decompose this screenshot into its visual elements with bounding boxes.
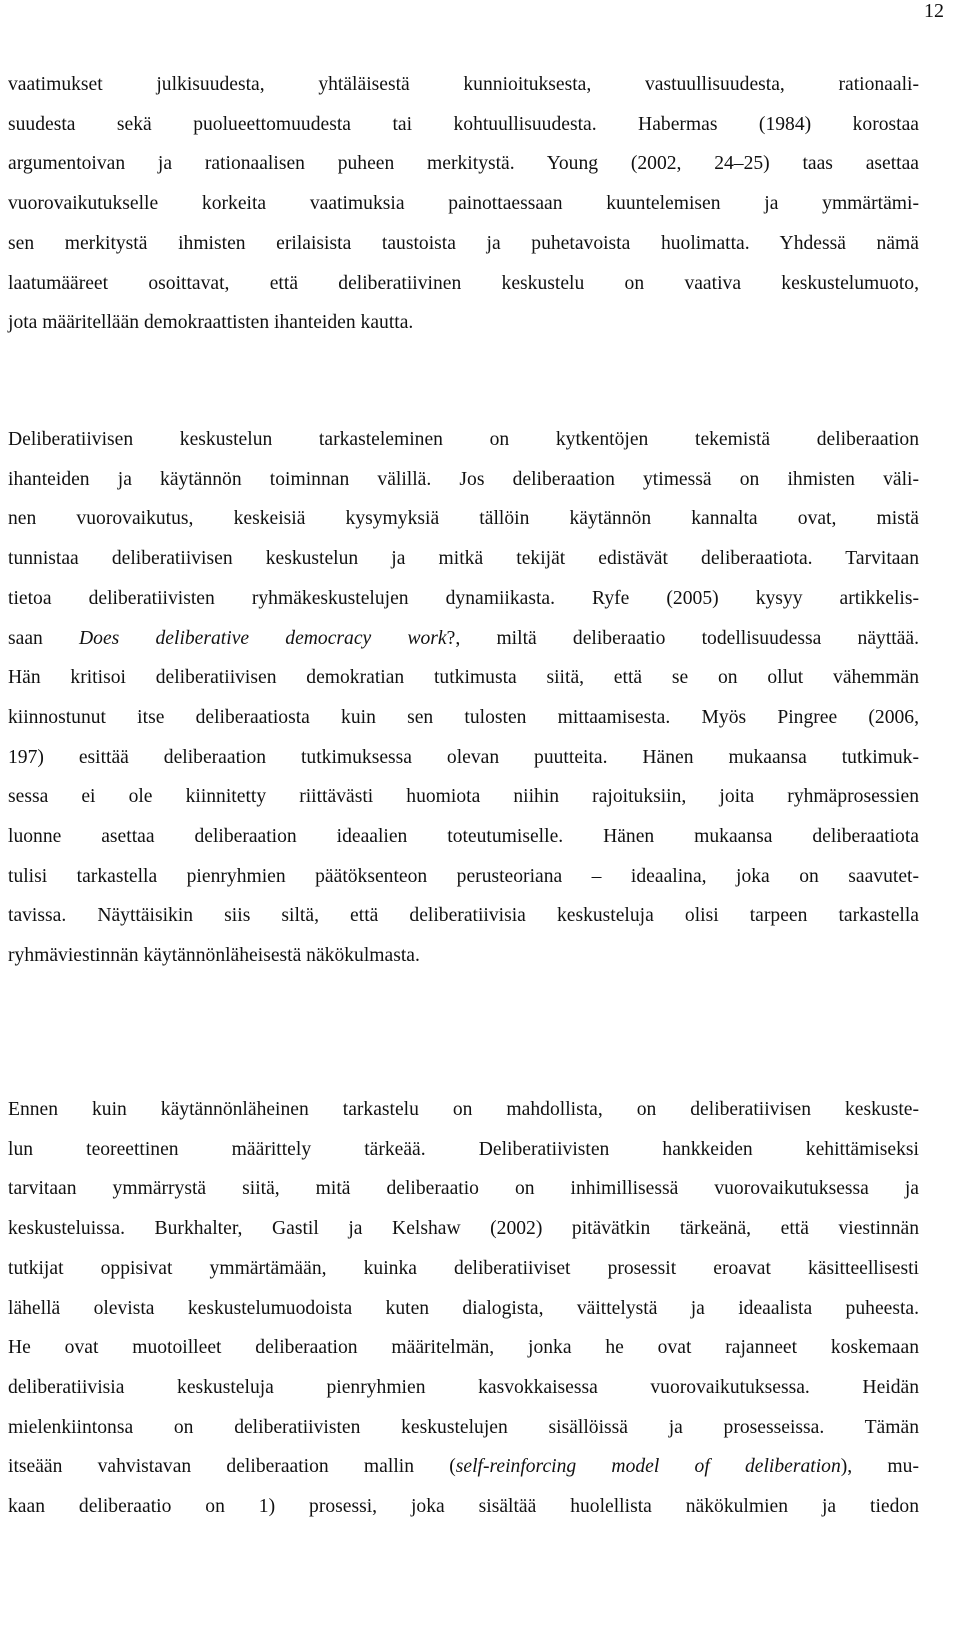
text-line (8, 144, 919, 184)
text-line (8, 1169, 919, 1209)
text-line (8, 936, 919, 976)
text-run: Hän kritisoi deliberatiivisen demokratian tutkimusta siitä, että se on ollut vähemmän (8, 667, 919, 689)
text-line (8, 1328, 919, 1368)
text-line (8, 420, 919, 460)
text-run: ryhmäviestinnän käytännönläheisestä näkökulmasta. (8, 945, 420, 967)
text-line (8, 738, 919, 778)
text-run: argumentoivan ja rationaalisen puheen merkitystä. Young (2002, 24–25) taas asettaa (8, 153, 919, 175)
text-run: tietoa deliberatiivisten ryhmäkeskustelujen dynamiikasta. Ryfe (2005) kysyy artikkelis- (8, 587, 919, 609)
text-run: ihanteiden ja käytännön toiminnan välillä. Jos deliberaation ytimessä on ihmisten väli- (8, 468, 919, 490)
text-line (8, 1209, 919, 1249)
text-line (8, 539, 919, 579)
paragraph (8, 65, 919, 343)
text-run: He ovat muotoilleet deliberaation määritelmän, jonka he ovat rajanneet koskemaan (8, 1337, 919, 1359)
text-run: sessa ei ole kiinnitetty riittävästi huomiota niihin rajoituksiin, joita ryhmäprosessien (8, 786, 919, 808)
italic-text: Does deliberative democracy work (79, 627, 447, 649)
text-run: lähellä olevista keskustelumuodoista kuten dialogista, väittelystä ja ideaalista puheesta. (8, 1297, 919, 1319)
text-run: 197) esittää deliberaation tutkimuksessa olevan puutteita. Hänen mukaansa tutkimuk- (8, 746, 919, 768)
text-line (8, 857, 919, 897)
text-line (8, 1368, 919, 1408)
text-line (8, 1487, 919, 1527)
paragraph (8, 420, 919, 976)
text-run: mielenkiintonsa on deliberatiivisten keskustelujen sisällöissä ja prosesseissa. Tämän (8, 1416, 919, 1438)
text-line (8, 817, 919, 857)
text-run: lun teoreettinen määrittely tärkeää. Deliberatiivisten hankkeiden kehittämiseksi (8, 1138, 919, 1160)
text-run: Ennen kuin käytännönläheinen tarkastelu on mahdollista, on deliberatiivisen keskuste- (8, 1099, 919, 1120)
text-line (8, 1408, 919, 1448)
text-line (8, 224, 919, 264)
text-line (8, 579, 919, 619)
text-line (8, 1130, 919, 1170)
text-line (8, 896, 919, 936)
text-line (8, 105, 919, 145)
text-run: tunnistaa deliberatiivisen keskustelun ja mitkä tekijät edistävät deliberaatiota. Tarvitaan (8, 548, 919, 570)
text-line (8, 65, 919, 105)
text-run: tavissa. Näyttäisikin siis siltä, että deliberatiivisia keskusteluja olisi tarpeen tarkastella (8, 905, 919, 927)
text-line (8, 499, 919, 539)
text-run: vuorovaikutukselle korkeita vaatimuksia painottaessaan kuuntelemisen ja ymmärtämi- (8, 193, 919, 215)
text-line (8, 1249, 919, 1289)
text-run: deliberatiivisia keskusteluja pienryhmien kasvokkaisessa vuorovaikutuksessa. Heidän (8, 1376, 919, 1398)
text-run: sen merkitystä ihmisten erilaisista taustoista ja puhetavoista huolimatta. Yhdessä nämä (8, 232, 919, 254)
text-run: tutkijat oppisivat ymmärtämään, kuinka deliberatiiviset prosessit eroavat käsitteellisesti (8, 1257, 919, 1279)
text-line (8, 1447, 919, 1487)
text-run: vaatimukset julkisuudesta, yhtäläisestä kunnioituksesta, vastuullisuudesta, rationaali- (8, 74, 919, 95)
text-run: keskusteluissa. Burkhalter, Gastil ja Kelshaw (2002) pitävätkin tärkeänä, että viestinnän (8, 1218, 919, 1240)
text-run: laatumääreet osoittavat, että deliberatiivinen keskustelu on vaativa keskustelumuoto, (8, 272, 919, 294)
text-run: kaan deliberaatio on 1) prosessi, joka sisältää huolellista näkökulmien ja tiedon (8, 1496, 919, 1518)
text-run: ?, miltä deliberaatio todellisuudessa näyttää. (446, 627, 919, 649)
text-run: kiinnostunut itse deliberaatiosta kuin sen tulosten mittaamisesta. Myös Pingree (2006, (8, 706, 919, 728)
text-run: jota määritellään demokraattisten ihanteiden kautta. (8, 312, 414, 334)
text-line (8, 303, 919, 343)
text-line (8, 619, 919, 659)
text-run: suudesta sekä puolueettomuudesta tai kohtuullisuudesta. Habermas (1984) korostaa (8, 113, 919, 135)
text-run: itseään vahvistavan deliberaation mallin ( (8, 1456, 456, 1478)
text-line (8, 698, 919, 738)
text-run: nen vuorovaikutus, keskeisiä kysymyksiä tällöin käytännön kannalta ovat, mistä (8, 508, 919, 530)
text-line (8, 1289, 919, 1329)
italic-text: self-reinforcing model of deliberation (455, 1456, 841, 1478)
text-run: ), mu- (840, 1456, 919, 1478)
text-line (8, 264, 919, 304)
text-line (8, 1090, 919, 1130)
paragraph (8, 1090, 919, 1527)
text-run: luonne asettaa deliberaation ideaalien toteutumiselle. Hänen mukaansa deliberaatiota (8, 826, 919, 848)
text-line (8, 184, 919, 224)
text-line (8, 460, 919, 500)
text-line (8, 658, 919, 698)
text-run: tarvitaan ymmärrystä siitä, mitä deliberaatio on inhimillisessä vuorovaikutuksessa ja (8, 1178, 919, 1200)
text-run: Deliberatiivisen keskustelun tarkasteleminen on kytkentöjen tekemistä deliberaation (8, 429, 919, 450)
text-run: tulisi tarkastella pienryhmien päätöksenteon perusteoriana – ideaalina, joka on saavutet- (8, 865, 919, 887)
text-run: saan (8, 627, 80, 649)
text-line (8, 777, 919, 817)
page-number: 12 (924, 0, 944, 22)
